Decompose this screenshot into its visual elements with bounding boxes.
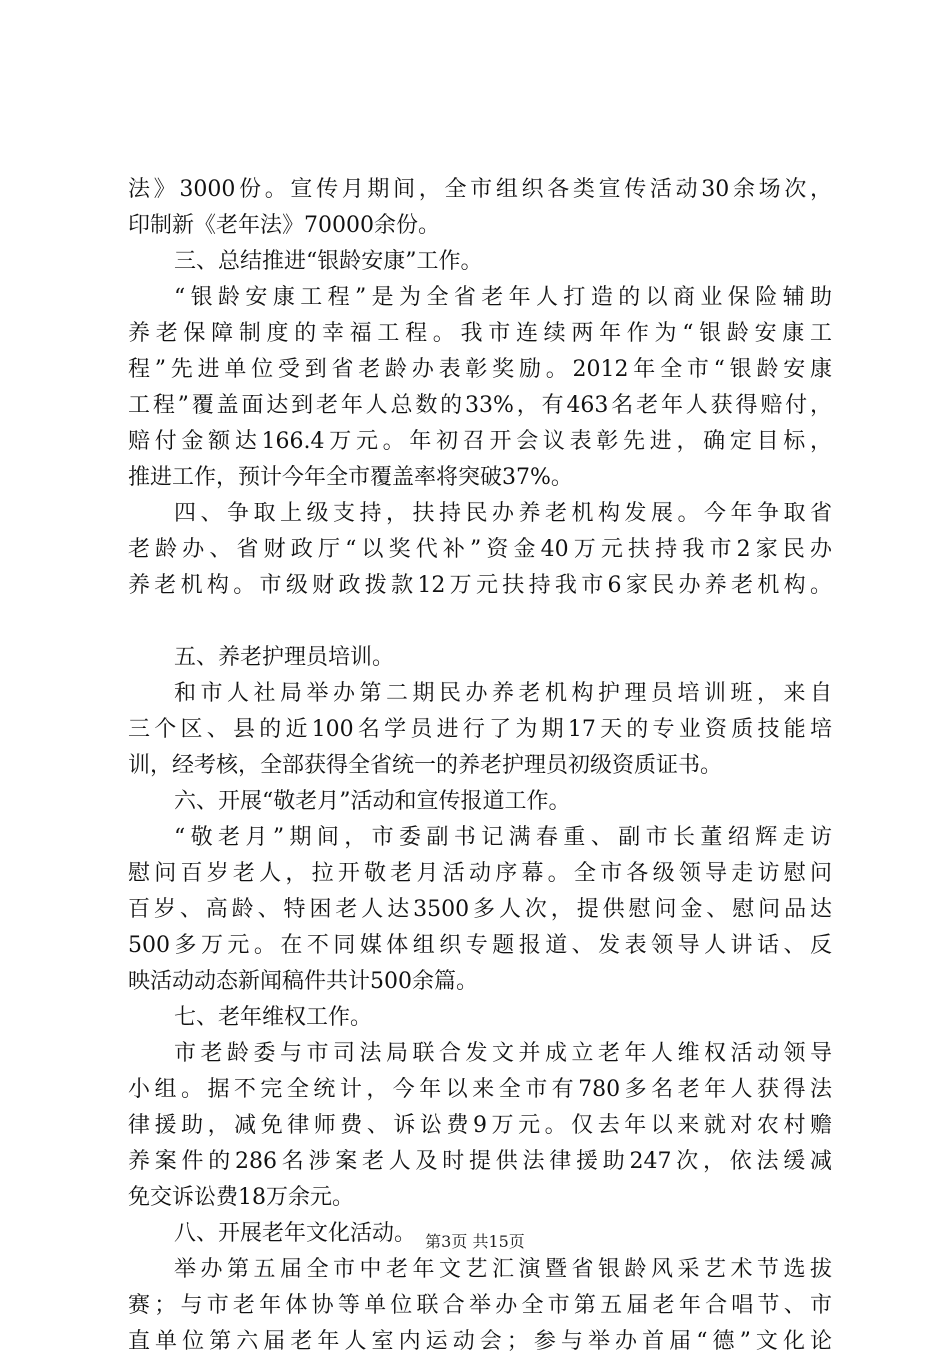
text-line: 推进工作，预计今年全市覆盖率将突破37%。 (128, 465, 573, 490)
text-line: 赔付金额达166.4万元。年初召开会议表彰先进，确定目标， (128, 429, 832, 454)
text-line: 直单位第六届老年人室内运动会；参与举办首届“德”文化论 (128, 1329, 832, 1354)
text-line: 赛；与市老年体协等单位联合举办全市第五届老年合唱节、市 (128, 1293, 832, 1318)
text-line: 百岁、高龄、特困老人达3500多人次，提供慰问金、慰问品达 (128, 897, 832, 922)
text-line: 八、开展老年文化活动。 (174, 1221, 417, 1246)
text-line: 七、老年维权工作。 (174, 1005, 373, 1030)
text-line: 程”先进单位受到省老龄办表彰奖励。2012年全市“银龄安康 (128, 357, 832, 382)
text-line: 市老龄委与市司法局联合发文并成立老年人维权活动领导 (174, 1041, 832, 1066)
text-line: 老龄办、省财政厅“以奖代补”资金40万元扶持我市2家民办 (128, 537, 832, 562)
blank-line (128, 604, 832, 640)
text-line: “敬老月”期间，市委副书记满春重、副市长董绍辉走访 (174, 825, 832, 850)
text-line: 训，经考核，全部获得全省统一的养老护理员初级资质证书。 (128, 753, 723, 778)
text-line: 小组。据不完全统计，今年以来全市有780多名老年人获得法 (128, 1077, 832, 1102)
text-line: 免交诉讼费18万余元。 (128, 1185, 354, 1210)
text-line: 慰问百岁老人，拉开敬老月活动序幕。全市各级领导走访慰问 (128, 861, 832, 886)
text-line: 三、总结推进“银龄安康”工作。 (174, 249, 483, 274)
text-line: 和市人社局举办第二期民办养老机构护理员培训班，来自 (174, 681, 832, 706)
text-line: 四、争取上级支持，扶持民办养老机构发展。今年争取省 (174, 501, 832, 526)
text-line: 工程”覆盖面达到老年人总数的33%，有463名老年人获得赔付， (128, 393, 832, 418)
text-line: 印制新《老年法》70000余份。 (128, 213, 440, 238)
text-line: 映活动动态新闻稿件共计500余篇。 (128, 969, 478, 994)
text-line: 六、开展“敬老月”活动和宣传报道工作。 (174, 789, 571, 814)
text-line: 律援助，减免律师费、诉讼费9万元。仅去年以来就对农村赡 (128, 1113, 832, 1138)
text-line: 500多万元。在不同媒体组织专题报道、发表领导人讲话、反 (128, 933, 832, 958)
text-line: 五、养老护理员培训。 (174, 645, 395, 670)
text-line: 三个区、县的近100名学员进行了为期17天的专业资质技能培 (128, 717, 832, 742)
text-line: “银龄安康工程”是为全省老年人打造的以商业保险辅助 (174, 285, 832, 310)
document-body (128, 172, 832, 1360)
text-line: 养老保障制度的幸福工程。我市连续两年作为“银龄安康工 (128, 321, 832, 346)
text-line: 法》3000份。宣传月期间，全市组织各类宣传活动30余场次， (128, 177, 832, 202)
text-line: 养老机构。市级财政拨款12万元扶持我市6家民办养老机构。 (128, 573, 832, 598)
text-line: 养案件的286名涉案老人及时提供法律援助247次，依法缓减 (128, 1149, 832, 1174)
page-footer: 第3页 共15页 (425, 1232, 525, 1251)
text-line: 举办第五届全市中老年文艺汇演暨省银龄风采艺术节选拔 (174, 1257, 832, 1282)
